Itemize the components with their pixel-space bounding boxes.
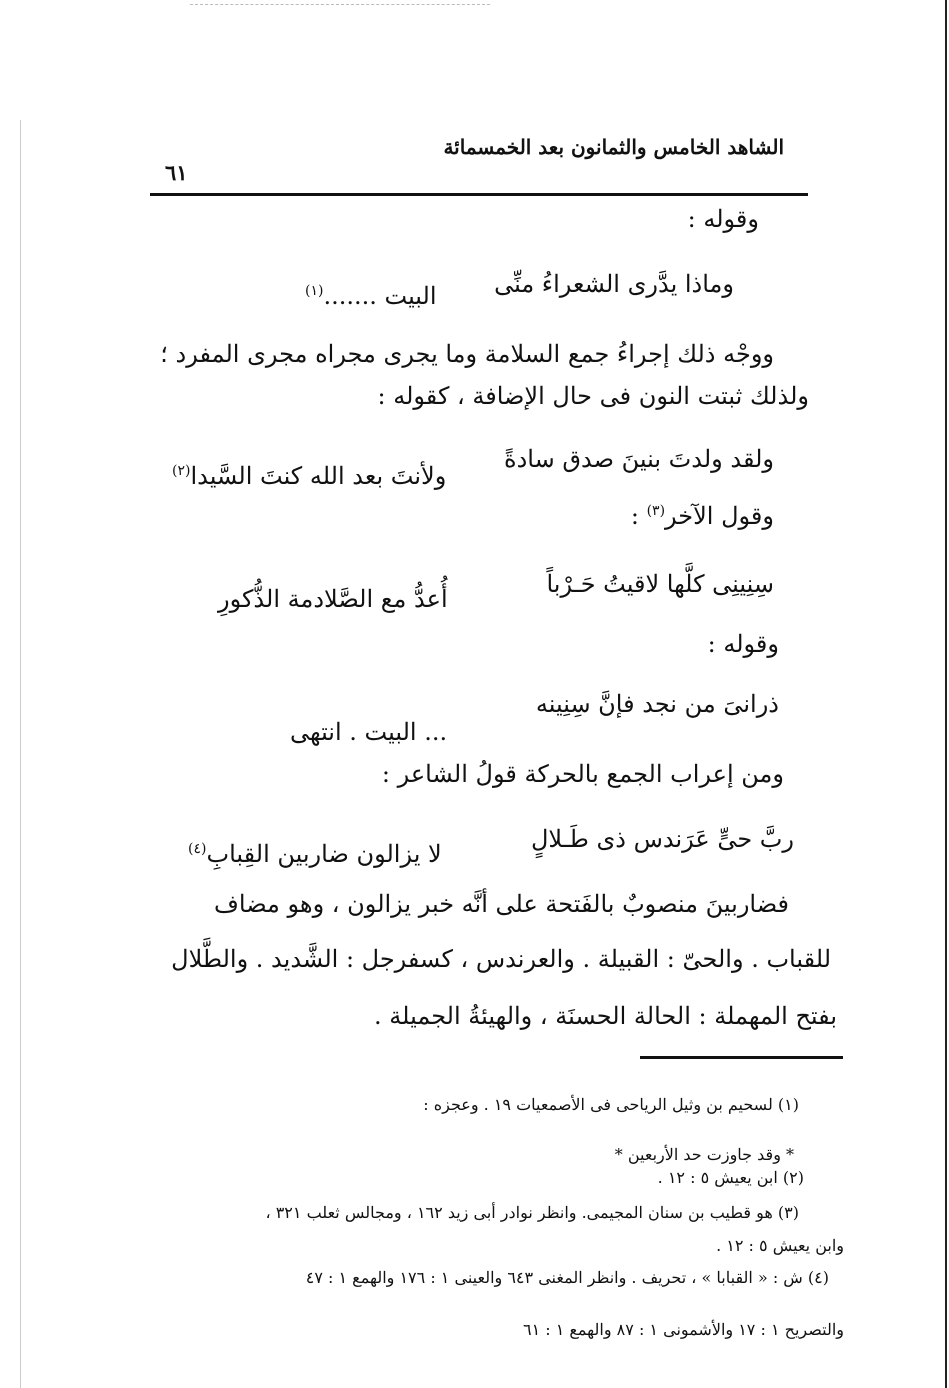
footnote-ref-4: (٤) [188,841,207,857]
verse-5-left-hemistich: $^{(٤)}$لا يزالون ضاربين القِبابِ [188,840,442,868]
verse-4-left-hemistich: ... البيت . انتهى [290,718,448,746]
text-line-2: ووجْه ذلك إجراءُ جمع السلامة وما يجرى مجراه مجرى المفرد ؛ [160,340,774,368]
text-line-1: وقوله : [687,205,759,233]
footnote-3-line-1: (٣) هو قطيب بن سنان المجيمى. وانظر نوادر أبى زيد ١٦٢ ، ومجالس ثعلب ٣٢١ ، [265,1203,799,1222]
verse-1-left-hemistich: $^{(١)}$....... البيت [305,282,437,310]
footnote-4-line-2: والتصريح ١ : ١٧ والأشمونى ١ : ٨٧ والهمع ١ : ٦١ [522,1320,844,1339]
footnote-1-line-1: (١) لسحيم بن وثيل الرياحى فى الأصمعيات ١٩ . وعجزه : [423,1095,799,1114]
footnote-1-line-2: * وقد جاوزت حد الأربعين * [614,1145,794,1164]
footnote-2: (٢) ابن يعيش ٥ : ١٢ . [657,1168,804,1187]
footnote-4-line-1: (٤) ش : « القبابا » ، تحريف . وانظر المغنى ٦٤٣ والعينى ١ : ١٧٦ والهمع ١ : ٤٧ [305,1268,829,1287]
verse-3-left-hemistich: أُعدُّ مع الصَّلادمة الذُّكورِ [218,585,448,613]
verse-1-right-hemistich: وماذا يدَّرى الشعراءُ منِّى [494,270,734,298]
running-head: الشاهد الخامس والثمانون بعد الخمسمائة [443,135,784,159]
text-line-4: وقول الآخر$^{(٣)}$ : [630,502,774,530]
footnote-rule [640,1056,843,1059]
footnote-ref-3: (٣) [646,503,666,519]
text-line-6: ومن إعراب الجمع بالحركة قولُ الشاعر : [381,760,784,788]
verse-4-right-hemistich: ذرانىَ من نجد فإنَّ سِنِينه [535,690,779,718]
verse-5-right-hemistich: ربَّ حىٍّ عَرَندس ذى طَـلالٍ [530,825,794,853]
page-number: ٦١ [165,160,188,185]
footnote-ref-2: (٢) [172,463,191,479]
paragraph-line-3: بفتح المهملة : الحالة الحسنَة ، والهيئةُ الجميلة . [374,1002,837,1030]
paragraph-line-1: فضاربينَ منصوبٌ بالفَتحة على أنَّه خبر يزالون ، وهو مضاف [214,890,789,918]
text-line-3: ولذلك ثبتت النون فى حال الإضافة ، كقوله : [377,382,809,410]
verse-2-left-hemistich: $^{(٢)}$ولأنتَ بعد الله كنتَ السَّيدا [172,462,447,490]
footnote-3-line-2: وابن يعيش ٥ : ١٢ . [716,1236,844,1255]
verse-2-right-hemistich: ولقد ولدتَ بنينَ صدق سادةً [504,445,774,473]
text-line-5: وقوله : [707,630,779,658]
footnote-ref-1: (١) [305,283,324,299]
header-rule [150,193,808,196]
paragraph-line-2: للقباب . والحىّ : القبيلة . والعرندس ، كسفرجل : الشَّديد . والطَّلال [171,945,831,973]
verse-3-right-hemistich: سِنِينِى كلَّها لاقيتُ حَـرْباً [546,570,774,598]
